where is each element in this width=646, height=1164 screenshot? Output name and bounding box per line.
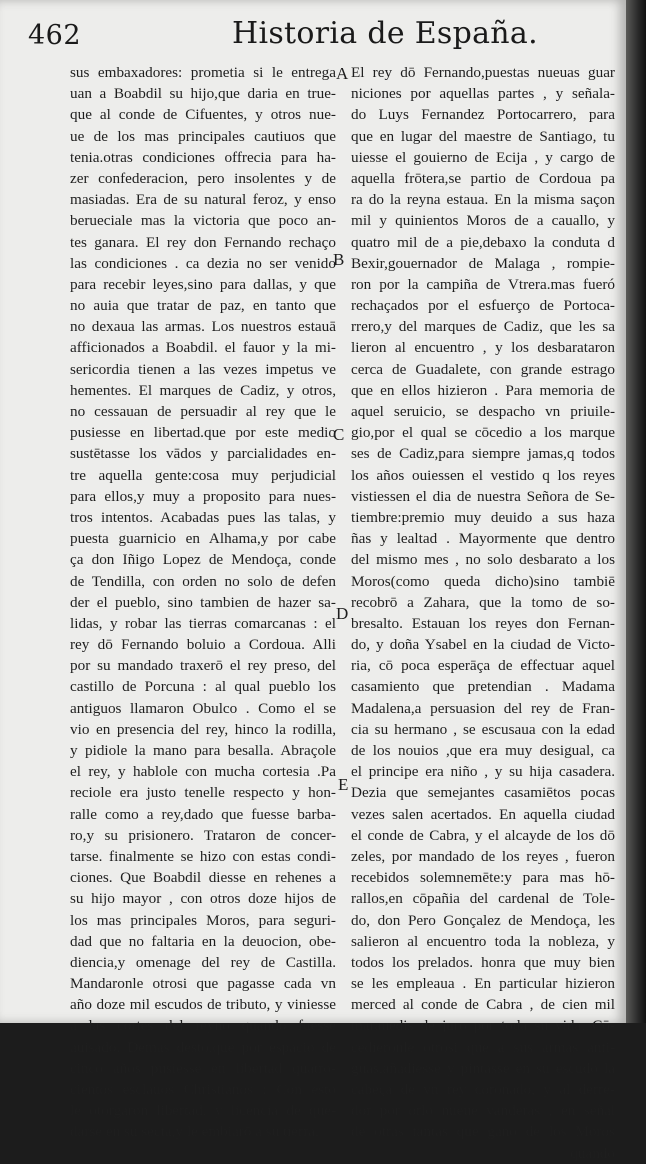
text-line: niciones por aquellas partes , y señala-	[351, 85, 615, 103]
text-line: Mandaronle otrosi que pagasse cada vn	[70, 975, 336, 993]
text-line: rey dō Fernando boluio a Cordoua. Alli	[70, 636, 336, 654]
text-line: zeles, por mandado de los reyes , fueron	[351, 847, 615, 865]
text-line: todos los prelados. honra que muy bien	[351, 953, 615, 971]
text-line: aquel seruicio, se despacho vn priuile-	[351, 403, 615, 420]
text-line: Dezia que semejantes casamiētos pocas	[351, 784, 615, 802]
text-line: Madalena,a persuasion del rey de Fran-	[351, 699, 615, 717]
text-line: do, don Pero Gonçalez de Mendoça, les	[351, 911, 615, 929]
margin-marker-e: E	[338, 775, 349, 794]
text-line: cinco años pusiesse en libertad quatro-	[70, 1059, 336, 1077]
text-line: ue de los mas principales cautiuos que	[70, 127, 336, 145]
text-line: el rey, y hablole con mucha cortesia .Pa	[70, 763, 336, 781]
text-line: tiembre:premio muy deuido a sus haza	[351, 508, 615, 526]
text-line: dor por orlo nueue vanderas , en señal	[351, 1102, 615, 1120]
text-line: ron por la campiña de Vtrera.mas fueró	[351, 275, 615, 293]
text-line: uan a Boabdil su hijo,que daria en true-	[70, 85, 336, 103]
text-line: de otras tantas que gano de los Moros	[351, 1123, 615, 1141]
text-line: castillo de Porcuna : al qual pueblo los	[70, 678, 336, 696]
text-line: que en ellos hizieron . Para memoria de	[351, 381, 615, 399]
text-line: de los nouios ,que era muy desigual, ca	[351, 742, 615, 759]
text-line: aquella frōtera,se partio de Cordoua pa	[351, 169, 615, 187]
margin-marker-d: D	[336, 604, 349, 623]
text-line: quatro mil de a pie,debaxo la conduta d	[351, 233, 615, 251]
margin-marker-b: B	[333, 250, 345, 269]
left-text-column	[70, 62, 336, 1143]
text-line: ralle como a rey,dado que fuesse barba-	[70, 805, 336, 823]
text-line: auisado. Demas desto,que por espacio de	[70, 1038, 336, 1056]
text-line: no auia que tratar de paz, en tanto que	[70, 297, 336, 315]
text-line: quando	[570, 1144, 615, 1162]
text-line: cientos esclauos Christianos : Con esto	[70, 1081, 336, 1098]
text-line: las condiciones . ca dezia no ser venido	[70, 254, 336, 272]
text-line: zer confederacion, pero insolentes y de	[70, 169, 336, 187]
text-line: masiadas. Era de su natural feroz, y enso	[70, 191, 336, 209]
text-line: gio,por el qual se cōcedio a los marque	[351, 424, 615, 442]
text-line: casamiento que pretendian . Madama	[351, 678, 615, 696]
text-line: ciones. Que Boabdil diesse en rehenes a	[70, 869, 336, 887]
text-line: El rey dō Fernando,puestas nueuas guar	[351, 64, 615, 81]
text-line: pusiesse en libertad.que por este medio	[70, 424, 336, 442]
text-line: por su mandado traxerō el rey preso, del	[70, 657, 336, 675]
text-line: der el pueblo, sino tambien de hazer sa-	[70, 593, 336, 611]
text-line: sus embaxadores: prometia si le entrega	[70, 64, 336, 81]
text-line: marauedis de juro por toda su vida. Cō-	[351, 1017, 615, 1035]
text-line: los mas principales Moros, para seguri-	[70, 911, 336, 929]
text-line: do, y doña Ysabel en la ciudad de Victo-	[351, 636, 615, 654]
text-line: ria, cō poca esperāça de effectuar aquel	[351, 657, 615, 675]
text-line: reciole era justo tenelle respecto y hon-	[70, 784, 336, 802]
text-line: bresalto. Estauan los reyes don Fernan-	[351, 614, 615, 632]
text-line: no dexaua las armas. Los nuestros estauā	[70, 318, 336, 336]
text-line: vistiessen el dia de nuestra Señora de Se-	[351, 487, 615, 505]
text-line: rrero,y del marques de Cadiz, que les sa	[351, 318, 615, 336]
text-line: cabeça de vn rey coronado, y al derre-	[351, 1081, 615, 1098]
book-spine-edge	[626, 0, 646, 1023]
text-line: lieron al encuentro , y los desbarataron	[351, 339, 615, 357]
text-line: hementes. El marques de Cadiz, y otros,	[70, 381, 336, 399]
text-line: se les empleaua . En particular hizieron	[351, 975, 615, 993]
text-line: do Luys Fernandez Portocarrero, para	[351, 106, 615, 124]
text-line: sericordia tienen a las vezes impetus ve	[70, 360, 336, 378]
text-line: mil y quinientos Moros de a cauallo, y	[351, 212, 615, 230]
text-line: no cessauan de persuadir al rey que le	[70, 403, 336, 420]
text-line: ra do la reyna estaua. En la misma saçon	[351, 191, 615, 209]
text-line: ro,y su prisionero. Trataron de concer-	[70, 826, 336, 844]
text-line: ses de Cadiz,para siempre jamas,q todos	[351, 445, 615, 463]
text-line: su hijo mayor , con otros doze hijos de	[70, 890, 336, 908]
text-line: lidas, y robar las tierras comarcanas : el	[70, 614, 336, 632]
text-line: cedieronle otrosi que a sus armas anti-	[351, 1038, 615, 1056]
text-line: el principe era niño , y su hija casadera.	[351, 763, 615, 781]
text-line: antiguos llamaron Obulco . Como el se	[70, 699, 336, 717]
text-line: del mismo mes , no solo desbarato a los	[351, 551, 615, 569]
text-line: y pidiole la mano para besalla. Abraçole	[70, 742, 336, 759]
text-line: que en lugar del maestre de Santiago, tu	[351, 127, 615, 145]
page-number: 462	[28, 20, 82, 51]
text-line: tarse. finalmente se hizo con estas condi-	[70, 847, 336, 865]
text-line: rechaçados por el esfuerço de Portoca-	[351, 297, 615, 315]
text-line: berueciale mas la victoria que poco an-	[70, 212, 336, 230]
margin-marker-a: A	[336, 64, 349, 83]
text-line: sustētasse los vādos y parcialidades en-	[70, 445, 336, 463]
text-line: año doze mil escudos de tributo, y viniesse	[70, 996, 336, 1014]
text-line: rallos,en cōpañia del cardenal de Tole-	[351, 890, 615, 908]
text-line: los años ouiessen el vestido q los reyes	[351, 466, 615, 484]
text-line: ça don Iñigo Lopez de Mendoça, conde	[70, 551, 336, 569]
text-line: que al conde de Cifuentes, y otros nue-	[70, 106, 336, 124]
text-line: Bexir,gouernador de Malaga , rompie-	[351, 254, 615, 272]
text-line: Moros(como queda dicho)sino tambiē	[351, 572, 615, 590]
text-line: vezes salen acertados. En aquella ciudad	[351, 805, 615, 823]
running-title: Historia de España.	[232, 16, 538, 51]
text-line: tes ganara. El rey don Fernando rechaço	[70, 233, 336, 251]
text-line: le otorgaron libertad, y licencia de que-	[70, 1102, 336, 1120]
text-line: el conde de Cabra, y el alcayde de los dō	[351, 826, 615, 844]
text-line: para ellos,y muy a proposito para nues-	[70, 487, 336, 505]
text-line: recebidos solemnemēte:y para mas hō-	[351, 869, 615, 887]
text-line: cerca de Guadalete, con grande estrago	[351, 360, 615, 378]
text-line: guas,añadiesse y pintasse en su escudo la	[351, 1059, 615, 1077]
text-line: a las cortes del reyno quando fuesse	[70, 1017, 336, 1035]
margin-marker-c: C	[333, 425, 345, 444]
text-line: merced al conde de Cabra , de cien mil	[351, 996, 615, 1014]
right-text-column	[351, 62, 615, 1164]
text-line: salieron al encuentro toda la nobleza, y	[351, 932, 615, 950]
text-line: dad que no faltaria en la deuocion, obe-	[70, 932, 336, 950]
text-line: cia su hermano , se escusaua con la edad	[351, 720, 615, 738]
text-line: tenia.otras condiciones offrecia para ha-	[70, 148, 336, 166]
text-line: de Tendilla, con orden no solo de defen	[70, 572, 336, 590]
text-line: recobrō a Zahara, que la tomo de so-	[351, 593, 615, 611]
text-line: afficionados a Boabdil. el fauor y la mi-	[70, 339, 336, 357]
text-line: tros intentos. Acabadas pues las talas, y	[70, 508, 336, 526]
text-line: para recebir leyes,sino para dallas, y que	[70, 275, 336, 293]
text-line: ñas y lealtad . Mayormente que dentro	[351, 530, 615, 548]
text-line: darse en su secta,y le embiarō a su tierra.	[70, 1123, 319, 1141]
text-line: puesta guarnicio en Alhama,y por cabe	[70, 530, 336, 548]
text-line: vio en presencia del rey, hinco la rodilla,	[70, 720, 336, 738]
text-line: diencia,y omenage del rey de Castilla.	[70, 953, 336, 971]
text-line: tre aquella gente:cosa muy perjudicial	[70, 466, 336, 484]
text-line: uiesse el gouierno de Ecija , y cargo de	[351, 148, 615, 166]
